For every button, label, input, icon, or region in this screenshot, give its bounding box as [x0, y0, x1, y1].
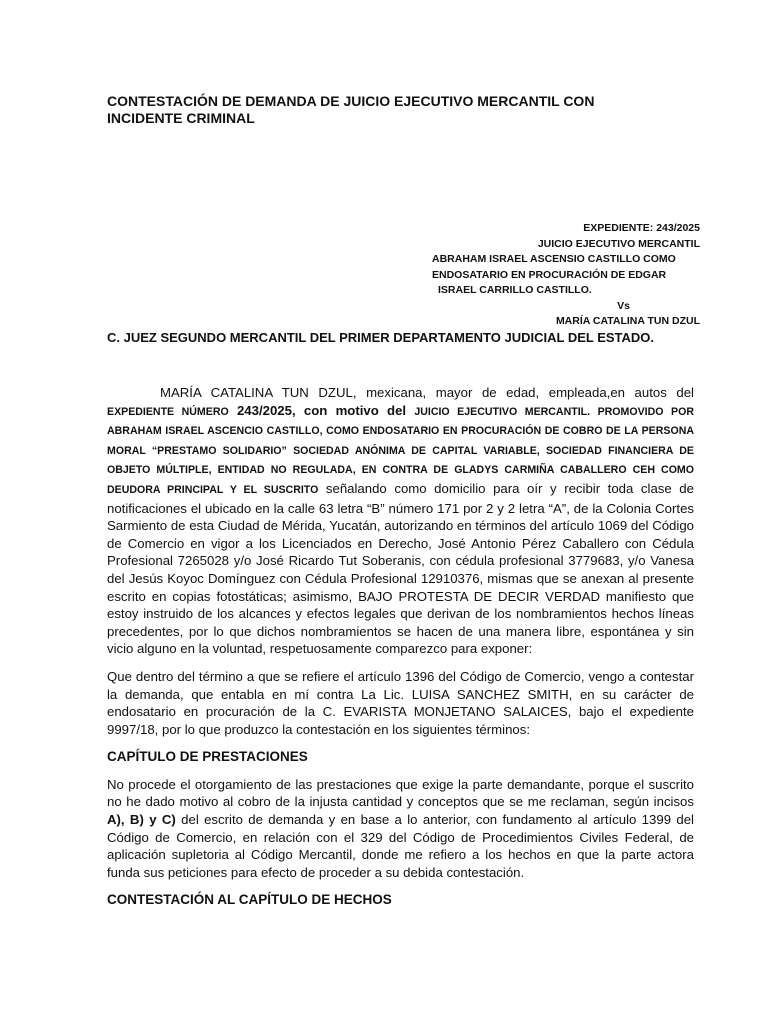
- plaintiff-line-2: ENDOSATARIO EN PROCURACIÓN DE EDGAR: [432, 268, 667, 281]
- para1-bold-4: . PROMOVIDO POR ABRAHAM ISRAEL ASCENCIO CASTILLO, COMO ENDOSATARIO EN PROCURACIÓN DE COBRO DE LA PERSONA MORAL “PRESTAMO SOLIDARIO” SOCIEDAD ANÓNIMA DE CAPITAL VARIABLE, SOCIEDAD FINANCIERA DE OBJETO MÚLTIPLE, ENTIDAD NO REGULADA, EN CONTRA DE GLADYS CARMIÑA CABALLERO CEH COMO DEUDORA PRINCIPAL Y EL SUSCRITO: [107, 405, 694, 496]
- document-title: [107, 93, 627, 127]
- para1-bold-3: JUICIO EJECUTIVO MERCANTIL: [414, 405, 588, 418]
- para3-bold-1: A), B) y C): [107, 812, 176, 828]
- paragraph-answer: Que dentro del término a que se refiere el artículo 1396 del Código de Comercio, vengo a contestar la demanda, que entabla en mí contra La Lic. LUISA SANCHEZ SMITH, en su carácter de endosatario en procuración de la C. EVARISTA MONJETANO SALAICES, bajo el expediente 9997/18, por lo que produzco la contestación en los siguientes términos:: [107, 668, 694, 737]
- addressee-line: C. JUEZ SEGUNDO MERCANTIL DEL PRIMER DEPARTAMENTO JUDICIAL DEL ESTADO.: [107, 330, 655, 345]
- para1-text-4: señalando como domicilio para oír y recibir toda clase de notificaciones el ubicado en la calle 63 letra “B” número 171 por 2 y 2 letra “A”, de la Colonia Cortes Sarmiento de esta Ciudad de Mérida, Yucatán, autorizando en términos del artículo 1069 del Código de Comercio en vigor a los Licenciados en Derecho, José Antonio Pérez Caballero con Cédula Profesional 7265028 y/o José Ricardo Tut Soberanis, con cédula profesional 3779683, y/o Vanesa del Jesús Koyoc Domínguez con Cédula Profesional 12910376, mismas que se anexan al presente escrito en copias fotostáticas; asimismo, BAJO PROTESTA DE DECIR VERDAD manifiesto que estoy instruido de los alcances y efectos legales que derivan de los nombramientos hechos líneas precedentes, por lo que dichos nombramientos se hacen de una manera libre, espontánea y sin vicio alguno en la voluntad, respetuosamente comparezco para exponer:: [107, 480, 694, 657]
- para1-text-1: MARÍA CATALINA TUN DZUL, mexicana, mayor de edad, empleada,: [160, 385, 611, 400]
- versus-label: Vs: [617, 299, 630, 312]
- paragraph-prestaciones: [107, 776, 694, 882]
- title-line-1: CONTESTACIÓN DE DEMANDA DE JUICIO EJECUTIVO MERCANTIL CON: [107, 93, 595, 109]
- para3-text-1: No procede el otorgamiento de las prestaciones que exige la parte demandante, porque el suscrito no he dado motivo al cobro de la injusta cantidad y conceptos que se me reclaman, según incisos: [107, 776, 694, 810]
- plaintiff-line-1: ABRAHAM ISRAEL ASCENSIO CASTILLO COMO: [432, 253, 676, 265]
- para1-text-2: en autos del: [610, 385, 694, 400]
- paragraph-appearance: [107, 384, 694, 658]
- heading-prestaciones: CAPÍTULO DE PRESTACIONES: [107, 749, 308, 765]
- para1-text-3: , con motivo del: [291, 402, 407, 418]
- case-type: JUICIO EJECUTIVO MERCANTIL: [537, 237, 700, 250]
- heading-hechos: CONTESTACIÓN AL CAPÍTULO DE HECHOS: [107, 892, 392, 908]
- case-number: EXPEDIENTE: 243/2025: [583, 222, 700, 234]
- para1-bold-2: 243/2025: [236, 402, 292, 418]
- document-body: [107, 384, 694, 919]
- plaintiff-line-3: ISRAEL CARRILLO CASTILLO.: [438, 284, 592, 296]
- para1-bold-1: EXPEDIENTE NÚMERO: [107, 405, 229, 418]
- para3-text-2: del escrito de demanda y en base a lo anterior, con fundamento al artículo 1399 del Código de Comercio, en relación con el 329 del Código de Procedimientos Civiles Federal, de aplicación supletoria al Código Mercantil, donde me refiero a los hechos en que la parte actora funda sus peticiones para efecto de proceder a su debida contestación.: [107, 812, 694, 880]
- defendant-name: MARÍA CATALINA TUN DZUL: [555, 315, 700, 327]
- title-line-2: INCIDENTE CRIMINAL: [107, 110, 255, 126]
- case-info-block: [420, 221, 700, 330]
